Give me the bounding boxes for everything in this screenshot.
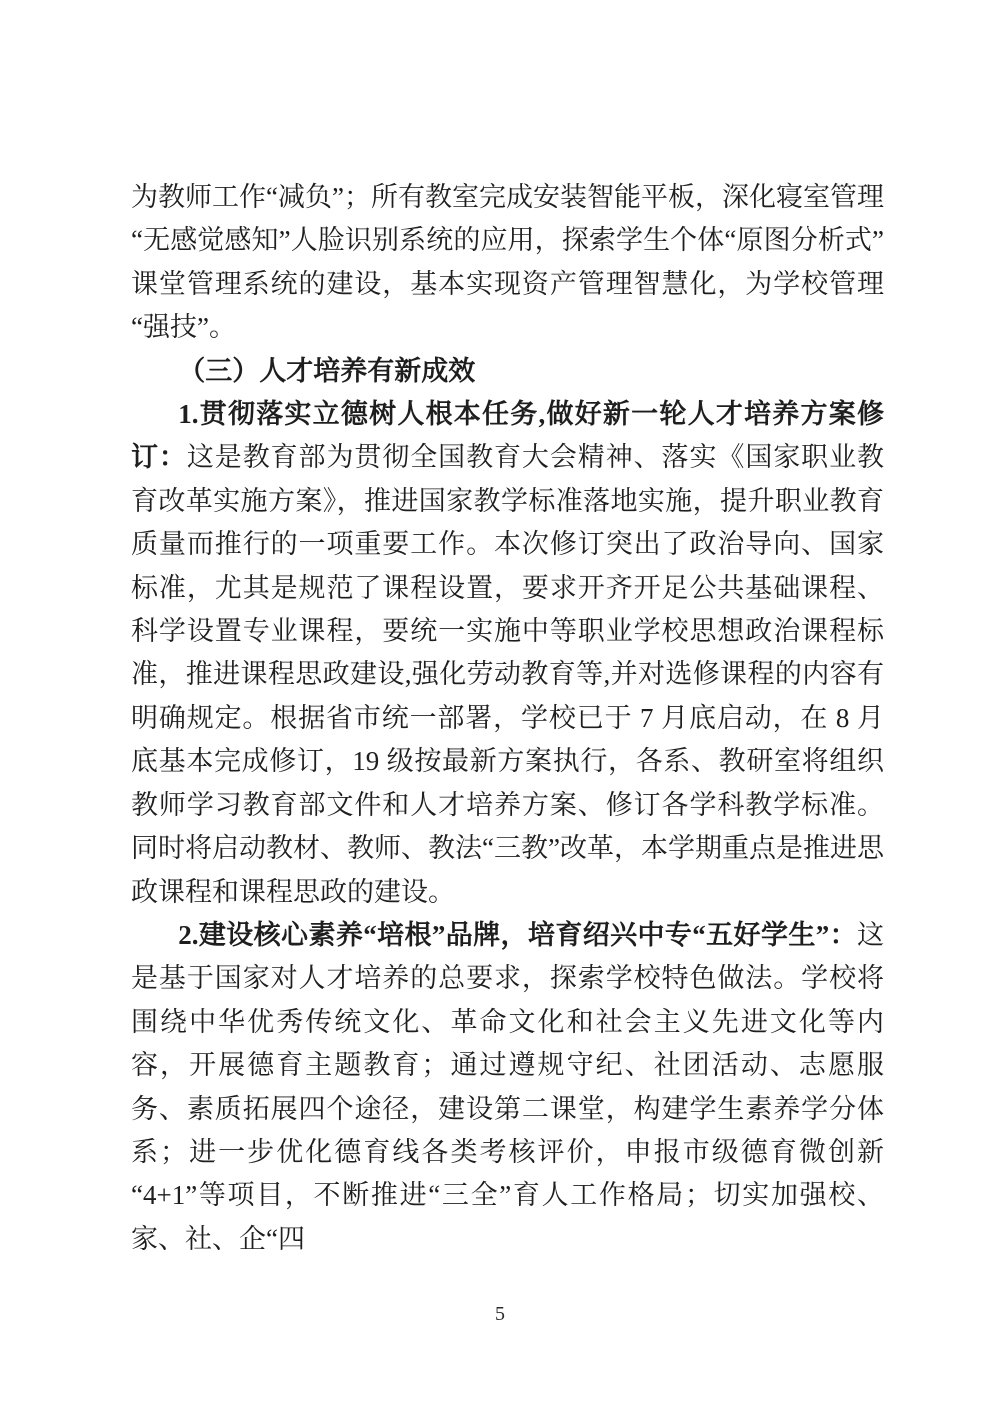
text-run: 为教师工作“减负”；所有教室完成安装智能平板，深化寝室管理“无感觉感知”人脸识别系统的应用，探索学生个体“原图分析式”课堂管理系统的建设，基本实现资产管理智慧化，为学校管理“强技”。	[131, 182, 884, 343]
numbered-item-1	[131, 393, 884, 914]
section-heading	[131, 350, 884, 393]
document-body	[131, 176, 884, 1261]
text-run: 这是基于国家对人才培养的总要求，探索学校特色做法。学校将围绕中华优秀传统文化、革命文化和社会主义先进文化等内容，开展德育主题教育；通过遵规守纪、社团活动、志愿服务、素质拓展四个途径，建设第二课堂，构建学生素养学分体系；进一步优化德育线各类考核评价，申报市级德育微创新“4+1”等项目，不断推进“三全”育人工作格局；切实加强校、家、社、企“四	[131, 919, 884, 1254]
text-run: （三）人才培养有新成效	[178, 355, 476, 386]
paragraph-continuation	[131, 176, 884, 350]
text-run-bold-lead: 1.贯彻落实立德树人根本任务,做好新一轮人才培养方案修订：	[131, 399, 884, 473]
numbered-item-2	[131, 914, 884, 1261]
text-run: 这是教育部为贯彻全国教育大会精神、落实《国家职业教育改革实施方案》，推进国家教学标准落地实施，提升职业教育质量而推行的一项重要工作。本次修订突出了政治导向、国家标准，尤其是规范了课程设置，要求开齐开足公共基础课程、科学设置专业课程，要统一实施中等职业学校思想政治课程标准，推进课程思政建设,强化劳动教育等,并对选修课程的内容有明确规定。根据省市统一部署，学校已于 7 月底启动，在 8 月底基本完成修订，19 级按最新方案执行，各系、教研室将组织教师学习教育部文件和人才培养方案、修订各学科教学标准。同时将启动教材、教师、教法“三教”改革，本学期重点是推进思政课程和课程思政的建设。	[131, 442, 885, 907]
text-run-bold-lead: 2.建设核心素养“培根”品牌，培育绍兴中专“五好学生”：	[178, 919, 857, 950]
page-number: 5	[495, 1303, 505, 1325]
